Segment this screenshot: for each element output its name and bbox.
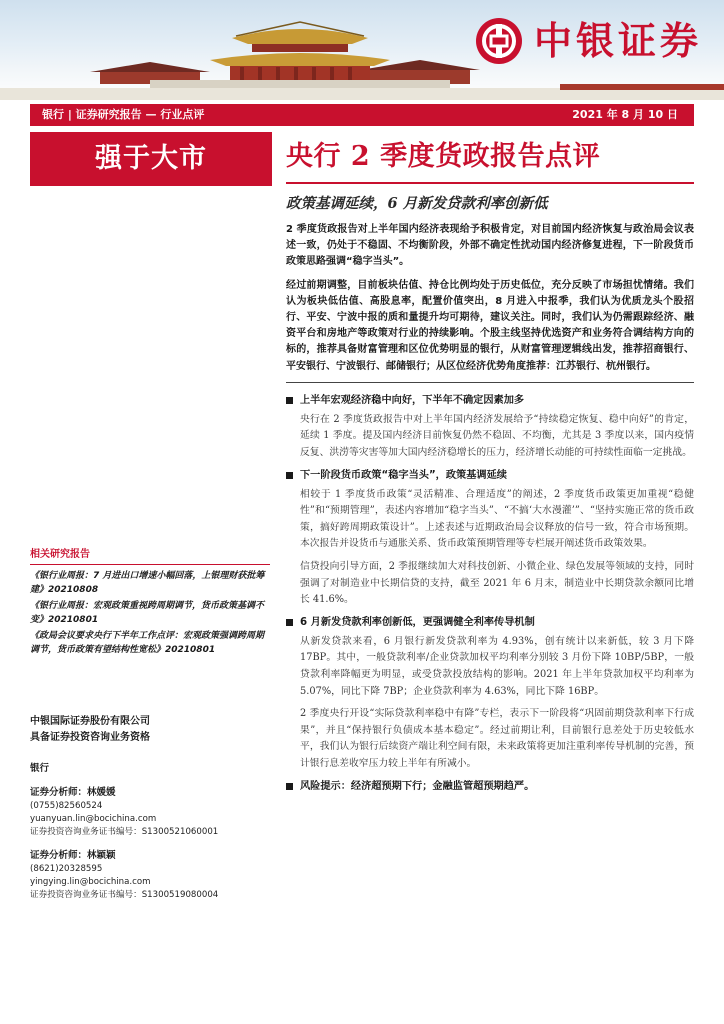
related-report-link[interactable]: 《政局会议要求央行下半年工作点评：宏观政策强调跨周期调节，货币政策有望结构性宽松》20210801	[30, 631, 265, 655]
rating-label: 强于大市	[95, 143, 207, 174]
rating-box	[30, 132, 272, 186]
analyst-phone: (0755)82560524	[30, 801, 103, 811]
summary-paragraph: 经过前期调整，目前板块估值、持仓比例均处于历史低位，充分反映了市场担忧情绪。我们认为板块低估值、高股息率，配置价值突出，8 月进入中报季，我们认为优质龙头个股招行、平安、宁波中报的质和量提升均可期待，建议关注。同时，我们认为仍需跟踪经济、融资平台和房地产等政策对行业的持续影响。个股主线坚持优选资产和业务符合调结构方向的标的，推荐具备财富管理和区位优势明显的银行，从财富管理逻辑线出发，推荐招商银行、平安银行、宁波银行、邮储银行；从区位经济优势角度推荐：江苏银行、杭州银行。	[286, 279, 694, 372]
section-paragraph: 相较于 1 季度货币政策“灵活精准、合理适度”的阐述，2 季度货币政策更加重视“稳健性”和“预期管理”，表述内容增加“稳字当头”、“不搞‘大水漫灌’”、“坚持实施正常的货币政策，搞好跨周期政策设计”。上述表述与近期政治局会议释放的信号一致，符合市场预期。本次报告并设货币与通胀关系、货币政策预期管理等专栏展开阐述货币政策效果。	[300, 488, 694, 550]
brand-name: 中银证券	[534, 18, 703, 63]
related-research-heading: 相关研究报告	[30, 549, 90, 560]
title-divider	[286, 182, 694, 184]
related-research-divider	[30, 564, 270, 565]
section-heading: 6 月新发贷款利率创新低，更强调健全利率传导机制	[286, 615, 694, 631]
sector-label: 银行	[30, 763, 50, 774]
section-paragraph: 从新发贷款来看，6 月银行新发贷款利率为 4.93%，创有统计以来新低，较 3 月下降 17BP。其中，一般贷款利率/企业贷款加权平均利率分别较 3 月份下降 10BP/5BP，一般贷款利率降幅更为明显，或受贷款投放结构的影响。2021 年上半年贷款加权平均利率为 5.07%，同比下降 7BP；企业贷款利率为 4.63%，同比下降 16BP。	[300, 635, 694, 697]
section-paragraph: 央行在 2 季度货政报告中对上半年国内经济发展给予“持续稳定恢复、稳中向好”的肯定，延续 1 季度。提及国内经济目前恢复仍然不稳固、不均衡，尤其是 3 季度以来，国内疫情反复、洪涝等灾害等加大国内经济稳增长的压力，经济增长动能的可持续性面临一定挑战。	[300, 413, 694, 459]
section-paragraph: 信贷投向引导方面，2 季报继续加大对科技创新、小微企业、绿色发展等领域的支持，同时强调了对制造业中长期信贷的支持，截至 2021 年 6 月末，制造业中长期贷款余额同比增长 41.6%。	[300, 560, 694, 606]
analyst-name: 证券分析师：林媛媛	[30, 787, 116, 798]
analyst-block	[30, 762, 270, 902]
section-paragraph: 2 季度央行开设“实际贷款利率稳中有降”专栏，表示下一阶段将“巩固前期贷款利率下行成果”，并且“保持银行负债成本基本稳定”。经过前期让利，目前银行息差处于历史较低水平，我们认为银行后续资产端让利空间有限，未来政策将更加注重利率传导机制的完善，预计银行息差收窄压力较上半年有所减小。	[300, 708, 694, 769]
section-heading: 下一阶段货币政策“稳字当头”，政策基调延续	[286, 468, 694, 484]
risk-warning: 风险提示：经济超预期下行；金融监管超预期趋严。	[286, 779, 694, 795]
report-date: 2021 年 8 月 10 日	[572, 108, 678, 121]
org-name: 中银国际证券股份有限公司	[30, 716, 150, 727]
analyst-cert: 证券投资咨询业务证书编号：S1300519080004	[30, 890, 219, 900]
related-research	[30, 548, 270, 659]
section-heading: 上半年宏观经济稳中向好，下半年不确定因素加多	[286, 393, 694, 409]
report-category: 银行 | 证券研究报告 — 行业点评	[42, 108, 205, 121]
analyst-email[interactable]: yuanyuan.lin@bocichina.com	[30, 814, 157, 824]
org-license: 具备证券投资咨询业务资格	[30, 732, 150, 743]
report-title: 央行 2 季度货政报告点评	[286, 141, 601, 172]
analyst-email[interactable]: yingying.lin@bocichina.com	[30, 877, 151, 887]
report-category-bar	[30, 104, 694, 126]
report-subtitle: 政策基调延续，6 月新发贷款利率创新低	[286, 195, 548, 212]
related-report-link[interactable]: 《银行业周报：7 月进出口增速小幅回落，上银理财获批筹建》20210808	[30, 571, 265, 595]
summary-divider	[286, 382, 694, 383]
analyst-phone: (8621)20328595	[30, 864, 103, 874]
summary-paragraph: 2 季度货政报告对上半年国内经济表现给予积极肯定，对目前国内经济恢复与政治局会议表述一致，仍处于不稳固、不均衡阶段，外部不确定性扰动国内经济修复进程，下一阶段货币政策思路强调“稳字当头”。	[286, 224, 694, 268]
analyst-cert: 证券投资咨询业务证书编号：S1300521060001	[30, 827, 219, 837]
related-report-link[interactable]: 《银行业周报：宏观政策重视跨周期调节，货币政策基调不变》20210801	[30, 601, 265, 625]
main-column	[286, 222, 694, 798]
org-info	[30, 714, 270, 746]
brand-logo-icon	[476, 18, 522, 64]
analyst-name: 证券分析师：林颖颖	[30, 850, 116, 861]
